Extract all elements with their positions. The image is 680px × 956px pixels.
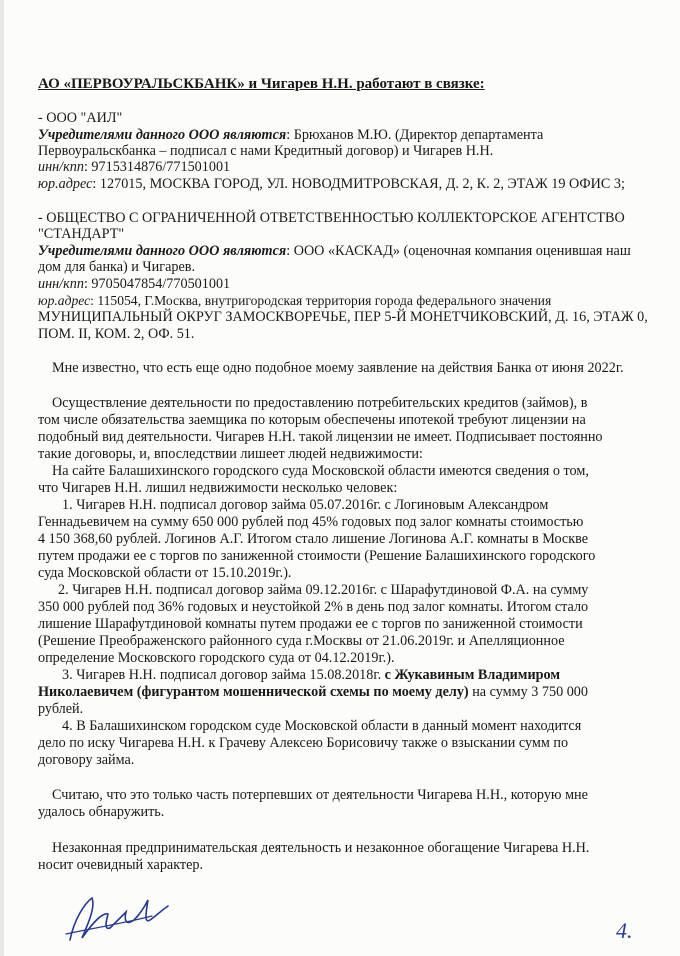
item1-line: 4 150 368,60 рублей. Логинов А.Г. Итогом стало лишение Логинова А.Г. комнаты в Москве bbox=[38, 531, 589, 547]
org1-addr-label: юр.адрес bbox=[38, 176, 93, 192]
org2-addr-label: юр.адрес bbox=[38, 293, 91, 308]
handwritten-signature bbox=[62, 890, 172, 945]
item1-line: суда Московской области от 15.10.2019г.). bbox=[38, 565, 292, 581]
org1-founders bbox=[38, 127, 543, 143]
item2-line: 350 000 рублей под 36% годовых и неустойкой 2% в день под залог комнаты. Итогом стало bbox=[38, 599, 589, 615]
item4-line: 4. В Балашихинском городском суде Московской области в данный момент находится bbox=[62, 718, 582, 734]
org1-name: - ООО "АИЛ" bbox=[38, 110, 123, 126]
org2-founders-label: Учредителями данного ООО являются bbox=[38, 243, 287, 259]
item3-line-3: рублей. bbox=[38, 701, 84, 717]
org2-addr-value-1: : 115054, Г.Москва, внутригородская территория города федерального значения bbox=[90, 293, 552, 308]
org1-addr bbox=[38, 176, 625, 192]
item1-line: 1. Чигарев Н.Н. подписал договор займа 05.07.2016г. с Логиновым Александром bbox=[62, 497, 549, 513]
org2-inn-value: : 9705047854/770501001 bbox=[83, 276, 231, 292]
para-license-line: что Чигарев Н.Н. лишил недвижимости несколько человек: bbox=[38, 480, 398, 496]
org1-addr-value: : 127015, МОСКВА ГОРОД, УЛ. НОВОДМИТРОВСКАЯ, Д. 2, К. 2, ЭТАЖ 19 ОФИС 3; bbox=[92, 176, 625, 192]
org2-founders-text-1: : ООО «КАСКАД» (оценочная компания оценившая наш bbox=[286, 243, 631, 259]
item3-l2-plain: на сумму 3 750 000 bbox=[468, 684, 588, 700]
scan-edge bbox=[0, 0, 4, 956]
item3-line-2 bbox=[38, 684, 588, 700]
org1-founders-text-1: : Брюханов М.Ю. (Директор департамента bbox=[286, 127, 544, 143]
para-illegal-line: носит очевидный характер. bbox=[38, 857, 204, 873]
org1-inn-value: : 9715314876/771501001 bbox=[83, 159, 231, 175]
item2-line: 2. Чигарев Н.Н. подписал договор займа 09.12.2016г. с Шарафутдиновой Ф.А. на сумму bbox=[58, 582, 589, 598]
para-license-line: такие договоры, и, впоследствии лишеет людей недвижимости: bbox=[38, 446, 423, 462]
org1-founders-text-2: Первоуральскбанка – подписал с нами Кредитный договор) и Чигарев Н.Н. bbox=[38, 143, 494, 159]
org2-addr bbox=[38, 293, 551, 309]
org1-founders-label: Учредителями данного ООО являются bbox=[38, 127, 287, 143]
org2-founders bbox=[38, 243, 631, 259]
para-illegal-line: Незаконная предпринимательская деятельность и незаконное обогащение Чигарева Н.Н. bbox=[52, 840, 590, 856]
item2-line: (Решение Преображенского районного суда г.Москвы от 21.06.2019г. и Апелляционное bbox=[38, 633, 565, 649]
para-license-line: подобный вид деятельности. Чигарев Н.Н. такой лицензии не имеет. Подписывает постоянно bbox=[38, 429, 603, 445]
document-title: АО «ПЕРВОУРАЛЬСКБАНК» и Чигарев Н.Н. работают в связке: bbox=[38, 76, 485, 92]
org1-inn-label: инн/кпп bbox=[38, 159, 84, 175]
org2-name-2: "СТАНДАРТ" bbox=[38, 226, 125, 242]
item4-line: договору займа. bbox=[38, 752, 135, 768]
para-license-line: На сайте Балашихинского городского суда Московской области имеются сведения о том, bbox=[52, 463, 589, 479]
org2-inn-label: инн/кпп bbox=[38, 276, 84, 292]
org2-addr-value-3: ПОМ. II, КОМ. 2, ОФ. 51. bbox=[38, 326, 195, 342]
item2-line: определение Московского городского суда от 04.12.2019г.). bbox=[38, 650, 395, 666]
item1-line: путем продажи ее с торгов по заниженной стоимости (Решение Балашихинского городского bbox=[38, 548, 596, 564]
item1-line: Геннадьевичем на сумму 650 000 рублей под 45% годовых под залог комнаты стоимостью bbox=[38, 514, 584, 530]
para-think-line: удалось обнаружить. bbox=[38, 804, 165, 820]
para-license-line: Осуществление деятельности по предоставлению потребительских кредитов (займов), в bbox=[52, 395, 588, 411]
org2-founders-text-2: дом для банка) и Чигарев. bbox=[38, 259, 195, 275]
para-known: Мне известно, что есть еще одно подобное моему заявление на действия Банка от июня 2022г. bbox=[52, 360, 624, 376]
org1-inn bbox=[38, 159, 230, 175]
page-number: 4. bbox=[616, 918, 633, 943]
item3-l2-bold: Николаевичем (фигурантом мошеннической схемы по моему делу) bbox=[38, 684, 469, 700]
org2-addr-value-2: МУНИЦИПАЛЬНЫЙ ОКРУГ ЗАМОСКВОРЕЧЬЕ, ПЕР 5-Й МОНЕТЧИКОВСКИЙ, Д. 16, ЭТАЖ 0, bbox=[38, 309, 648, 325]
item2-line: лишение Шарафутдиновой комнаты путем продажи ее с торгов по заниженной стоимости bbox=[38, 616, 583, 632]
para-license-line: том числе обязательства заемщика по которым обеспечены ипотекой требуют лицензии на bbox=[38, 412, 586, 428]
item3-l1-bold: с Жукавиным Владимиром bbox=[384, 667, 560, 683]
item4-line: дело по иску Чигарева Н.Н. к Грачеву Алексею Борисовичу также о взыскании сумм по bbox=[38, 735, 569, 751]
item3-l1-plain: 3. Чигарев Н.Н. подписал договор займа 15.08.2018г. bbox=[62, 667, 385, 683]
item3-line-1 bbox=[62, 667, 560, 683]
para-think-line: Считаю, что это только часть потерпевших от деятельности Чигарева Н.Н., которую мне bbox=[52, 787, 588, 803]
org2-inn bbox=[38, 276, 230, 292]
org2-name-1: - ОБЩЕСТВО С ОГРАНИЧЕННОЙ ОТВЕТСТВЕННОСТЬЮ КОЛЛЕКТОРСКОЕ АГЕНТСТВО bbox=[38, 210, 625, 226]
